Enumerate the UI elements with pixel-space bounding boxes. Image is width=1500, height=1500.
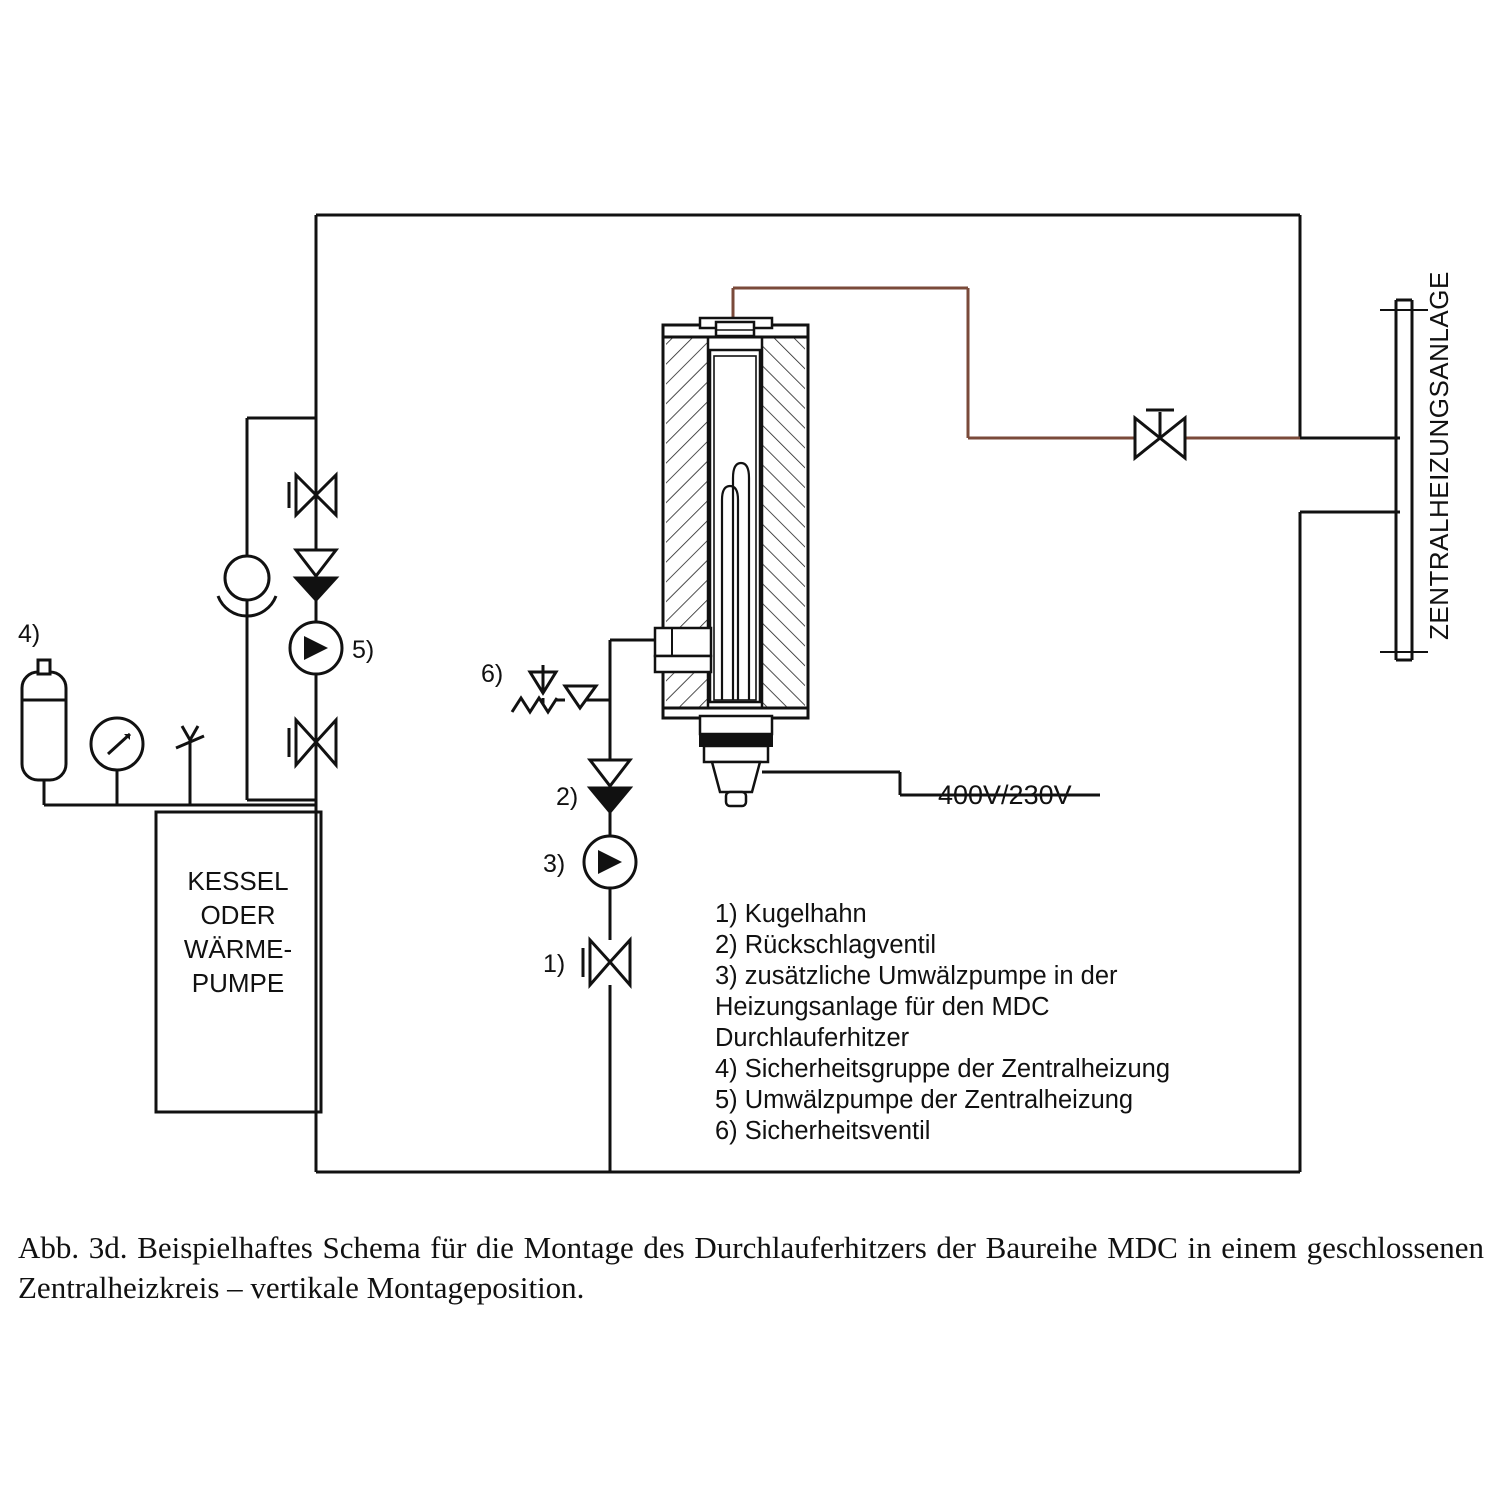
legend-item-4: 4) Sicherheitsgruppe der Zentralheizung	[715, 1055, 1171, 1083]
pipe-accent-outlet	[733, 288, 1300, 438]
voltage-label: 400V/230V	[938, 780, 1072, 810]
valve-check-upper-left[interactable]	[296, 550, 336, 600]
callout-3: 3)	[543, 850, 566, 878]
heater-top-cap	[663, 318, 808, 337]
legend-item-3-cont1: Heizungsanlage für den MDC	[715, 993, 1050, 1021]
boiler-label-line4: PUMPE	[191, 968, 285, 998]
pressure-gauge	[91, 718, 143, 770]
heater-bottom-connector	[663, 708, 808, 806]
valve-safety-relief[interactable]	[512, 665, 610, 712]
callout-2: 2)	[556, 783, 579, 811]
expansion-vessel	[22, 660, 66, 780]
legend-item-5: 5) Umwälzpumpe der Zentralheizung	[715, 1086, 1134, 1114]
legend-item-2: 2) Rückschlagventil	[715, 931, 937, 959]
callout-4: 4)	[18, 620, 41, 648]
heater-side-inlet	[655, 628, 711, 672]
mdc-flow-heater	[655, 318, 808, 806]
pump-circulation-central[interactable]	[290, 622, 342, 674]
air-vent	[176, 726, 204, 762]
legend-item-3-cont2: Durchlauferhitzer	[715, 1024, 910, 1052]
pump-additional-mdc[interactable]	[584, 836, 636, 888]
boiler-label-line1: KESSEL	[187, 866, 289, 896]
valve-ball-upper-left[interactable]	[289, 475, 336, 515]
central-heating-label: ZENTRALHEIZUNGSANLAGE	[1424, 271, 1454, 640]
valve-ball-right-branch[interactable]	[1135, 410, 1185, 458]
legend-item-3: 3) zusätzliche Umwälzpumpe in der	[715, 962, 1118, 990]
central-heating-bus	[1380, 300, 1428, 660]
safety-group-assembly	[22, 660, 204, 780]
valve-ball-center-bottom[interactable]	[583, 940, 630, 985]
callout-1: 1)	[543, 950, 566, 978]
legend-item-6: 6) Sicherheitsventil	[715, 1117, 931, 1145]
figure-caption: Abb. 3d. Beispielhaftes Schema für die Montage des Durchlauferhitzers der Baureihe MDC in einem geschlossenen Zentralheizkreis – vertikale Montageposition.	[18, 1230, 1484, 1306]
legend-block	[715, 900, 1170, 1145]
legend-item-1: 1) Kugelhahn	[715, 900, 867, 928]
boiler-label-line3: WÄRME-	[183, 934, 293, 964]
valve-ball-lower-left[interactable]	[289, 720, 336, 765]
valve-check-center[interactable]	[590, 760, 630, 812]
callout-5: 5)	[352, 636, 375, 664]
boiler-label-line2: ODER	[200, 900, 276, 930]
callout-6: 6)	[481, 660, 504, 688]
